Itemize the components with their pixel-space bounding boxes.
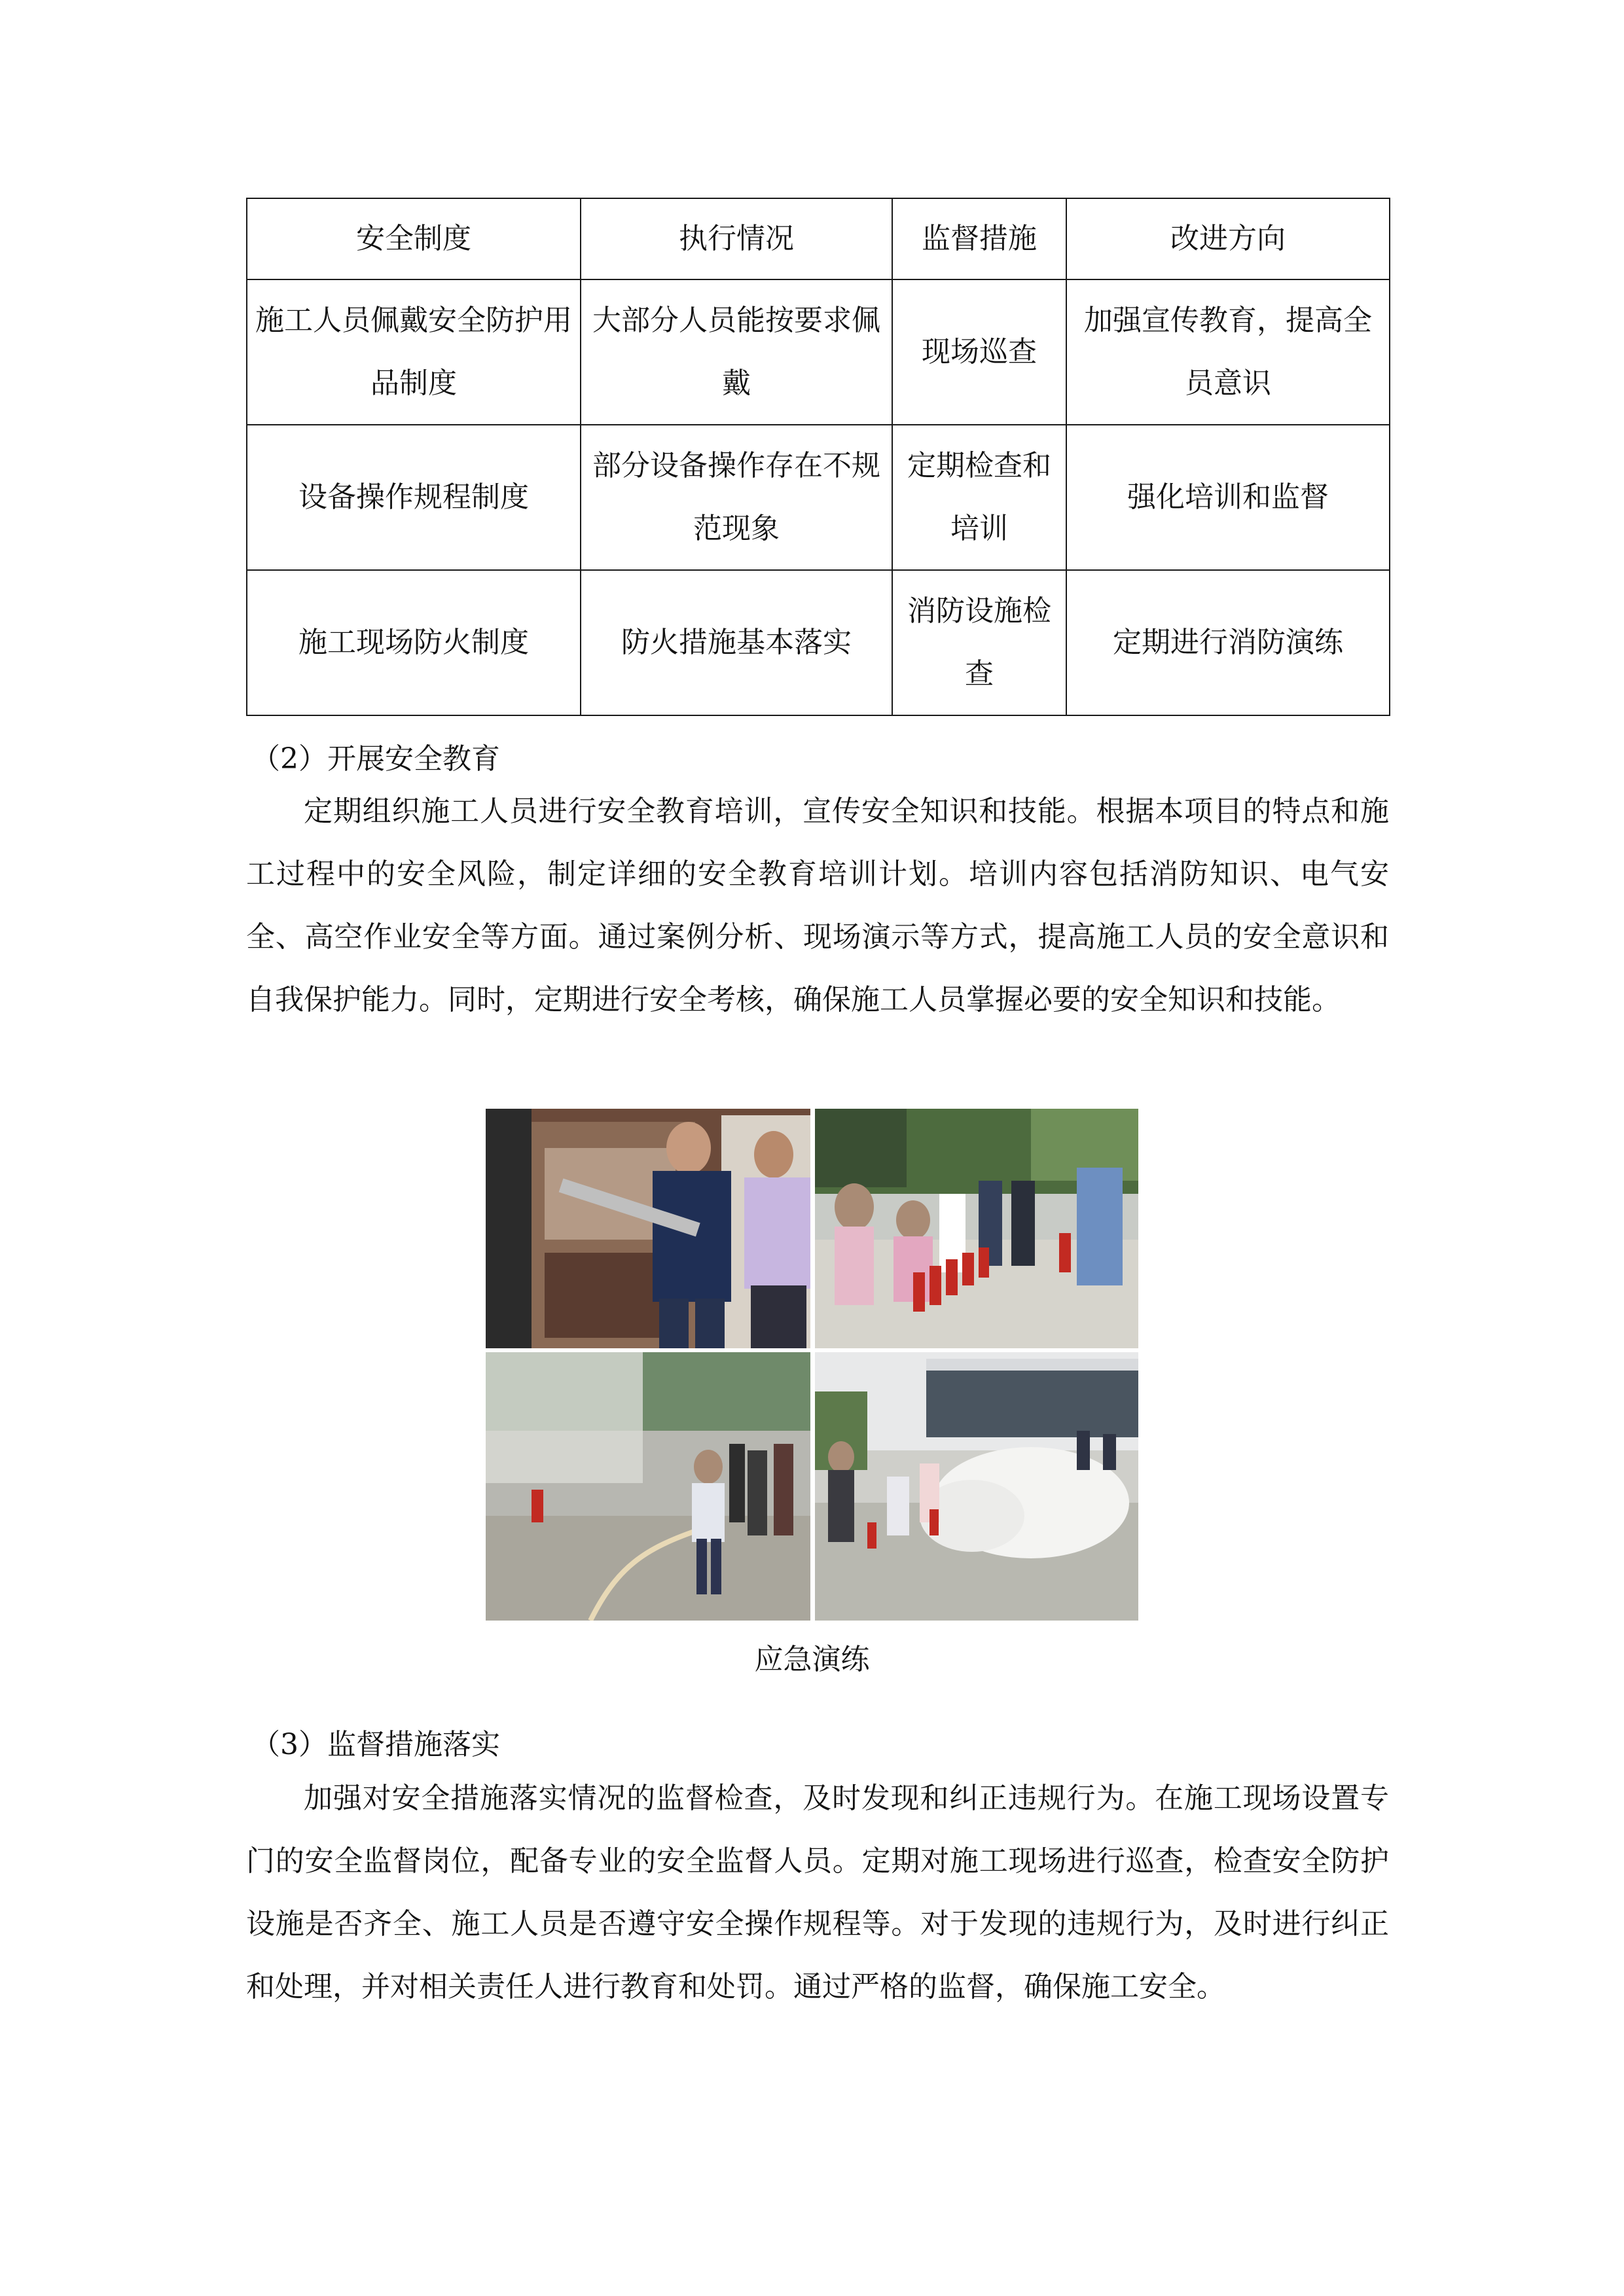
section-paragraph-supervision: 加强对安全措施落实情况的监督检查，及时发现和纠正违规行为。在施工现场设置专门的安全监督岗位，配备专业的安全监督人员。定期对施工现场进行巡查，检查安全防护设施是否齐全、施工人员是否遵守安全操作规程等。对于发现的违规行为，及时进行纠正和处理，并对相关责任人进行教育和处罚。通过严格的监督，确保施工安全。 — [246, 1782, 1389, 2003]
table-header-cell: 执行情况 — [581, 198, 892, 279]
table-cell: 强化培训和监督 — [1066, 425, 1390, 570]
table-header-cell: 安全制度 — [247, 198, 581, 279]
table-cell: 防火措施基本落实 — [581, 570, 892, 715]
table-header-row — [247, 198, 1390, 279]
table-cell: 加强宣传教育，提高全员意识 — [1066, 279, 1390, 425]
table-header-cell: 改进方向 — [1066, 198, 1390, 279]
section-paragraph-safety-education: 定期组织施工人员进行安全教育培训，宣传安全知识和技能。根据本项目的特点和施工过程中的安全风险，制定详细的安全教育培训计划。培训内容包括消防知识、电气安全、高空作业安全等方面。通过案例分析、现场演示等方式，提高施工人员的安全意识和自我保护能力。同时，定期进行安全考核，确保施工人员掌握必要的安全知识和技能。 — [246, 795, 1389, 1016]
figure-caption: 应急演练 — [754, 1643, 870, 1676]
section-heading-safety-education: （2）开展安全教育 — [251, 742, 500, 776]
table-header-cell: 监督措施 — [892, 198, 1066, 279]
table-cell: 消防设施检查 — [892, 570, 1066, 715]
fire-hose-drill-photo — [486, 1352, 810, 1621]
table-row — [247, 279, 1390, 425]
section-heading-supervision: （3）监督措施落实 — [251, 1728, 500, 1761]
table-row — [247, 425, 1390, 570]
table-cell: 设备操作规程制度 — [247, 425, 581, 570]
table-cell: 现场巡查 — [892, 279, 1066, 425]
table-cell: 施工现场防火制度 — [247, 570, 581, 715]
safety-system-table — [246, 198, 1390, 716]
table-cell: 施工人员佩戴安全防护用品制度 — [247, 279, 581, 425]
extinguisher-lineup-photo — [815, 1109, 1138, 1348]
extinguisher-training-photo — [486, 1109, 810, 1348]
table-row — [247, 570, 1390, 715]
extinguisher-discharge-photo — [815, 1352, 1138, 1621]
table-cell: 定期进行消防演练 — [1066, 570, 1390, 715]
table-cell: 部分设备操作存在不规范现象 — [581, 425, 892, 570]
table-cell: 定期检查和培训 — [892, 425, 1066, 570]
emergency-drill-photo-collage — [486, 1109, 1138, 1621]
table-cell: 大部分人员能按要求佩戴 — [581, 279, 892, 425]
